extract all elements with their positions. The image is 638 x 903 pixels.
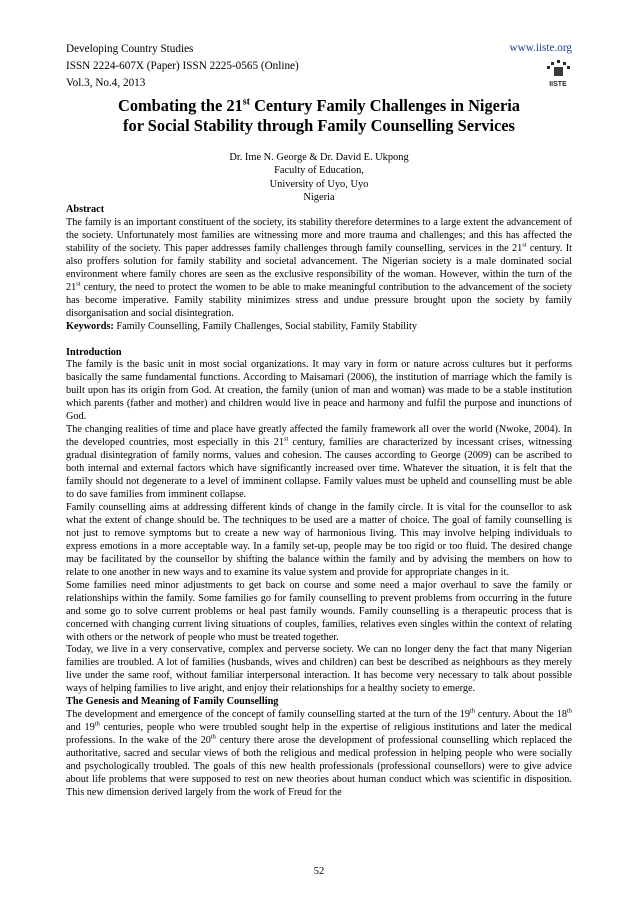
paper-title: Combating the 21st Century Family Challenges in Nigeria for Social Stability through Family Counselling Services bbox=[118, 96, 520, 135]
intro-paragraph-4: Some families need minor adjustments to get back on course and some need a major overhaul to save the family or relationships within the family. Some families go for family counselling to prevent problems from occurring in the future and some go to solve current problems or heal past family wounds. Family counselling is a therapeutic process that is concerned with changing current living situations of couples, families, relatives even singles within the context of relating with others or the network of people who must be treated together. bbox=[66, 579, 572, 643]
page-number: 52 bbox=[313, 866, 325, 877]
article-body bbox=[66, 204, 572, 800]
journal-url-link[interactable]: www.iiste.org bbox=[509, 42, 572, 54]
intro-paragraph-2: The changing realities of time and place have greatly affected the family framework all over the world (Nwoke, 2004). In the developed countries, most especially in this 21st century, families are characterized by incessant crises, witnessing gradual disintegration of family norms, values and cohesion. The causes according to George (2009) can be ascribed to both internal and external factors which have significantly increased over time. Whatever the situation, it is felt that the family should not degenerate to a level of imminent collapse. Family values must be upheld and counselling must be able to do save families from imminent collapse. bbox=[66, 424, 572, 501]
author-names: Dr. Ime N. George & Dr. David E. Ukpong bbox=[229, 152, 409, 163]
abstract-heading: Abstract bbox=[66, 204, 105, 215]
journal-name: Developing Country Studies bbox=[66, 43, 194, 55]
author-university: University of Uyo, Uyo bbox=[269, 178, 369, 190]
iiste-logo bbox=[544, 60, 572, 88]
genesis-paragraph-1: The development and emergence of the concept of family counselling started at the turn of the 19th century. About the 18th and 19th centuries, people who were troubled sought help in the expertise of religious institutions and later the medical professions. In the wake of the 20th century there arose the development of professional counselling which replaced the authoritative, sacred and secular views of both the religious and medical profession in helping people who were socially and psychologically troubled. The goals of this new health professionals (professional counsellors) were to give advice about life problems that were supposed to rest on new theories about human conduct which was scientific in disposition. This new dimension derived largely from the work of Freud for the bbox=[66, 707, 573, 798]
intro-paragraph-3: Family counselling aims at addressing different kinds of change in the family circle. It is vital for the counsellor to ask what the extent of change should be. The techniques to be used are a matter of choice. The goal of family counselling is not just to remove symptoms but to create a new way of harmonious living. This may involve helping individuals to express emotions in a more acceptable way. In a family set-up, people may be too rigid or too fluid. The desired change may be facilitated by the counsellor by shifting the balance within the family and by advising the members on how to relate to one another in new ways and to examine its value system and provide for appropriate changes in it. bbox=[66, 501, 572, 578]
keywords-line: Keywords: Family Counselling, Family Challenges, Social stability, Family Stability bbox=[66, 320, 417, 332]
author-country: Nigeria bbox=[303, 192, 335, 204]
author-block bbox=[66, 151, 572, 205]
intro-paragraph-5: Today, we live in a very conservative, complex and perverse society. We can no longer deny the fact that many Nigerian families are troubled. A lot of families (husbands, wives and children) can best be described as neighbours as they merely live under the same roof, without familiar interpersonal interaction. It has become very necessary to talk about possible ways of helping families to live aright, and enjoy their relationships for a healthy society to emerge. bbox=[66, 644, 572, 695]
genesis-heading: The Genesis and Meaning of Family Counselling bbox=[66, 696, 279, 708]
intro-paragraph-1: The family is the basic unit in most social organizations. It may vary in form or nature across cultures but it performs basically the same fundamental functions. According to Maisamari (2006), the institution of marriage which the family is built upon has its origin from God. At creation, the family (union of man and woman) was made to be a stable institution which parents (father and mother) and children would live in peace and harmony and fulfil the purpose and inunctions of God. bbox=[66, 359, 572, 423]
author-faculty: Faculty of Education, bbox=[274, 165, 364, 177]
volume-line: Vol.3, No.4, 2013 bbox=[66, 77, 146, 89]
issn-line: ISSN 2224-607X (Paper) ISSN 2225-0565 (Online) bbox=[66, 60, 299, 72]
introduction-heading: Introduction bbox=[66, 346, 122, 358]
svg-text:IISTE: IISTE bbox=[549, 81, 567, 88]
abstract-paragraph: The family is an important constituent of the society, its stability therefore determines to a large extent the advancement of the society. Unfortunately most families are witnessing more and more trauma and challenges; and this has affected the stability of the society. This paper addresses family challenges through family counselling, services in the 21st century. It also proffers solution for family stability and societal advancement. The Nigerian society is a male dominated social environment where family chores are seen as the exclusive responsibility of the woman. However, within the turn of the 21st century, the need to protect the women to be able to make meaningful contribution to the advancement of the society has become imperative. Family stability minimizes stress and undue pressure brought upon the society by family disorganisation and social disintegration. bbox=[66, 216, 572, 319]
